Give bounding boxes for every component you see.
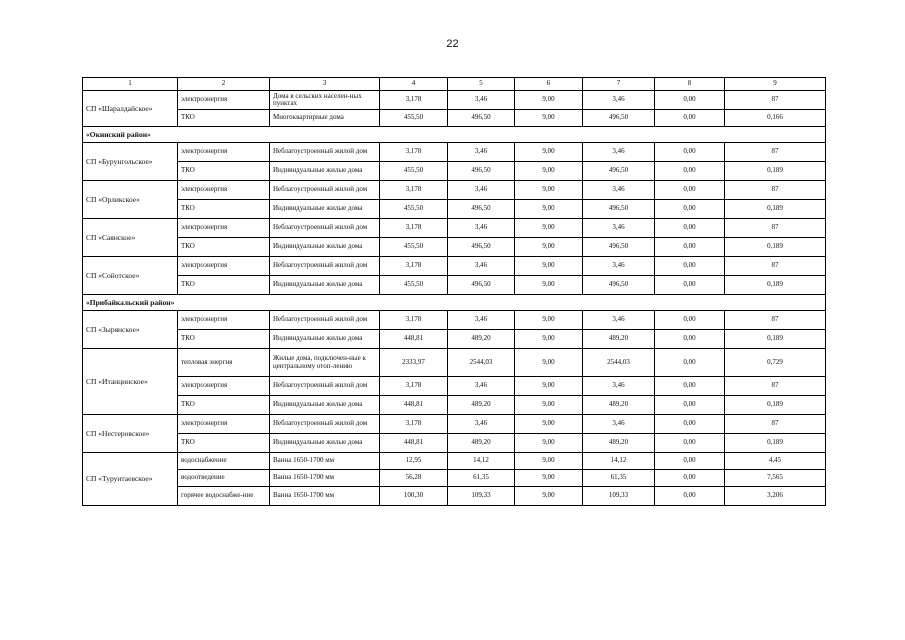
settlement-name: СП «Шаралдайское»	[83, 91, 178, 127]
table-row	[83, 162, 826, 181]
value-c4: 3,178	[380, 257, 448, 276]
value-c4: 455,50	[380, 162, 448, 181]
value-c9: 87	[725, 415, 826, 434]
service-type: электроэнергия	[178, 257, 270, 276]
value-c4: 448,81	[380, 396, 448, 415]
value-c4: 3,178	[380, 91, 448, 110]
value-c7: 3,46	[583, 377, 655, 396]
value-c8: 0,00	[655, 110, 725, 127]
value-c9: 0,729	[725, 349, 826, 377]
table-row	[83, 453, 826, 470]
value-c7: 61,35	[583, 470, 655, 487]
value-c7: 496,50	[583, 162, 655, 181]
value-c6: 9,00	[515, 396, 583, 415]
housing-category: Неблагоустроенный жилой дом	[270, 181, 380, 200]
column-number: 4	[380, 78, 448, 91]
value-c5: 3,46	[448, 143, 515, 162]
value-c8: 0,00	[655, 91, 725, 110]
value-c7: 496,50	[583, 110, 655, 127]
district-section-row	[83, 295, 826, 311]
service-type: ТКО	[178, 238, 270, 257]
value-c8: 0,00	[655, 415, 725, 434]
value-c7: 489,20	[583, 396, 655, 415]
value-c8: 0,00	[655, 330, 725, 349]
value-c9: 87	[725, 91, 826, 110]
table-row	[83, 143, 826, 162]
value-c7: 489,20	[583, 434, 655, 453]
value-c6: 9,00	[515, 219, 583, 238]
settlement-name: СП «Нестеровское»	[83, 415, 178, 453]
service-type: электроэнергия	[178, 91, 270, 110]
service-type: ТКО	[178, 110, 270, 127]
value-c4: 56,28	[380, 470, 448, 487]
district-title: «Окинский район»	[83, 127, 826, 143]
value-c7: 3,46	[583, 311, 655, 330]
value-c8: 0,00	[655, 162, 725, 181]
table-row	[83, 396, 826, 415]
service-type: электроэнергия	[178, 181, 270, 200]
housing-category: Ванна 1650-1700 мм	[270, 453, 380, 470]
service-type: ТКО	[178, 396, 270, 415]
column-number: 7	[583, 78, 655, 91]
housing-category: Индивидуальные жилые дома	[270, 276, 380, 295]
value-c6: 9,00	[515, 434, 583, 453]
service-type: горячее водоснабже-ние	[178, 487, 270, 506]
value-c8: 0,00	[655, 200, 725, 219]
value-c7: 496,50	[583, 276, 655, 295]
value-c9: 0,189	[725, 330, 826, 349]
value-c7: 3,46	[583, 181, 655, 200]
value-c7: 3,46	[583, 257, 655, 276]
value-c7: 3,46	[583, 415, 655, 434]
value-c5: 61,35	[448, 470, 515, 487]
value-c9: 7,565	[725, 470, 826, 487]
service-type: водоснабжение	[178, 453, 270, 470]
value-c4: 455,50	[380, 276, 448, 295]
value-c6: 9,00	[515, 311, 583, 330]
settlement-name: СП «Орликское»	[83, 181, 178, 219]
table-row	[83, 238, 826, 257]
table-row	[83, 276, 826, 295]
value-c5: 3,46	[448, 415, 515, 434]
table-row	[83, 434, 826, 453]
settlement-name: СП «Бурунгольское»	[83, 143, 178, 181]
service-type: ТКО	[178, 276, 270, 295]
value-c6: 9,00	[515, 238, 583, 257]
value-c9: 87	[725, 143, 826, 162]
value-c7: 3,46	[583, 91, 655, 110]
value-c4: 3,178	[380, 415, 448, 434]
value-c8: 0,00	[655, 487, 725, 506]
value-c9: 87	[725, 219, 826, 238]
settlement-name: СП «Зырянское»	[83, 311, 178, 349]
table-row	[83, 311, 826, 330]
column-number: 8	[655, 78, 725, 91]
housing-category: Индивидуальные жилые дома	[270, 396, 380, 415]
value-c8: 0,00	[655, 238, 725, 257]
value-c7: 496,50	[583, 238, 655, 257]
table-row	[83, 415, 826, 434]
value-c4: 3,178	[380, 377, 448, 396]
value-c8: 0,00	[655, 470, 725, 487]
service-type: ТКО	[178, 200, 270, 219]
value-c6: 9,00	[515, 91, 583, 110]
value-c7: 496,50	[583, 200, 655, 219]
value-c9: 0,166	[725, 110, 826, 127]
value-c6: 9,00	[515, 181, 583, 200]
value-c4: 3,178	[380, 181, 448, 200]
service-type: ТКО	[178, 434, 270, 453]
value-c8: 0,00	[655, 434, 725, 453]
value-c6: 9,00	[515, 330, 583, 349]
housing-category: Дома в сельских населен-ных пунктах	[270, 91, 380, 110]
value-c6: 9,00	[515, 162, 583, 181]
value-c8: 0,00	[655, 311, 725, 330]
value-c6: 9,00	[515, 470, 583, 487]
value-c5: 3,46	[448, 377, 515, 396]
value-c5: 3,46	[448, 91, 515, 110]
value-c4: 12,95	[380, 453, 448, 470]
value-c9: 0,189	[725, 162, 826, 181]
value-c9: 0,189	[725, 396, 826, 415]
service-type: ТКО	[178, 330, 270, 349]
housing-category: Неблагоустроенный жилой дом	[270, 377, 380, 396]
value-c9: 87	[725, 181, 826, 200]
service-type: тепловая энергия	[178, 349, 270, 377]
value-c4: 448,81	[380, 434, 448, 453]
value-c9: 0,189	[725, 238, 826, 257]
value-c8: 0,00	[655, 257, 725, 276]
table-row	[83, 257, 826, 276]
value-c6: 9,00	[515, 377, 583, 396]
housing-category: Многоквартирные дома	[270, 110, 380, 127]
column-number-row	[83, 78, 826, 91]
value-c8: 0,00	[655, 453, 725, 470]
value-c8: 0,00	[655, 219, 725, 238]
tariff-table	[82, 77, 826, 506]
column-number: 5	[448, 78, 515, 91]
service-type: электроэнергия	[178, 415, 270, 434]
value-c5: 3,46	[448, 311, 515, 330]
value-c7: 14,12	[583, 453, 655, 470]
value-c5: 489,20	[448, 330, 515, 349]
value-c5: 3,46	[448, 181, 515, 200]
housing-category: Индивидуальные жилые дома	[270, 330, 380, 349]
housing-category: Неблагоустроенный жилой дом	[270, 219, 380, 238]
value-c4: 455,50	[380, 238, 448, 257]
table-row	[83, 349, 826, 377]
service-type: ТКО	[178, 162, 270, 181]
value-c8: 0,00	[655, 143, 725, 162]
column-number: 2	[178, 78, 270, 91]
value-c5: 489,20	[448, 396, 515, 415]
housing-category: Индивидуальные жилые дома	[270, 434, 380, 453]
settlement-name: СП «Сойотское»	[83, 257, 178, 295]
housing-category: Ванна 1650-1700 мм	[270, 487, 380, 506]
value-c5: 496,50	[448, 200, 515, 219]
value-c5: 496,50	[448, 110, 515, 127]
value-c4: 455,50	[380, 110, 448, 127]
housing-category: Индивидуальные жилые дома	[270, 238, 380, 257]
value-c7: 2544,03	[583, 349, 655, 377]
value-c4: 3,178	[380, 311, 448, 330]
value-c8: 0,00	[655, 276, 725, 295]
value-c5: 496,50	[448, 162, 515, 181]
value-c4: 3,178	[380, 219, 448, 238]
value-c5: 2544,03	[448, 349, 515, 377]
value-c6: 9,00	[515, 349, 583, 377]
value-c6: 9,00	[515, 453, 583, 470]
service-type: электроэнергия	[178, 143, 270, 162]
value-c6: 9,00	[515, 110, 583, 127]
table-body	[83, 78, 826, 506]
column-number: 6	[515, 78, 583, 91]
value-c9: 3,206	[725, 487, 826, 506]
settlement-name: СП «Турунтаевское»	[83, 453, 178, 506]
value-c5: 3,46	[448, 219, 515, 238]
table-row	[83, 110, 826, 127]
housing-category: Индивидуальные жилые дома	[270, 162, 380, 181]
value-c5: 3,46	[448, 257, 515, 276]
housing-category: Ванна 1650-1700 мм	[270, 470, 380, 487]
value-c6: 9,00	[515, 200, 583, 219]
value-c5: 496,50	[448, 276, 515, 295]
value-c5: 489,20	[448, 434, 515, 453]
service-type: электроэнергия	[178, 219, 270, 238]
value-c6: 9,00	[515, 487, 583, 506]
value-c4: 3,178	[380, 143, 448, 162]
table-row	[83, 330, 826, 349]
value-c5: 496,50	[448, 238, 515, 257]
settlement-name: СП «Итанцинское»	[83, 349, 178, 415]
service-type: электроэнергия	[178, 311, 270, 330]
housing-category: Неблагоустроенный жилой дом	[270, 143, 380, 162]
settlement-name: СП «Саянское»	[83, 219, 178, 257]
housing-category: Индивидуальные жилые дома	[270, 200, 380, 219]
value-c8: 0,00	[655, 377, 725, 396]
value-c7: 489,20	[583, 330, 655, 349]
value-c4: 455,50	[380, 200, 448, 219]
value-c7: 109,33	[583, 487, 655, 506]
value-c8: 0,00	[655, 181, 725, 200]
value-c4: 448,81	[380, 330, 448, 349]
housing-category: Неблагоустроенный жилой дом	[270, 311, 380, 330]
value-c5: 14,12	[448, 453, 515, 470]
housing-category: Неблагоустроенный жилой дом	[270, 257, 380, 276]
service-type: электроэнергия	[178, 377, 270, 396]
table-row	[83, 487, 826, 506]
value-c4: 100,30	[380, 487, 448, 506]
value-c9: 0,189	[725, 276, 826, 295]
value-c4: 2333,97	[380, 349, 448, 377]
table-row	[83, 200, 826, 219]
column-number: 9	[725, 78, 826, 91]
value-c5: 109,33	[448, 487, 515, 506]
value-c9: 87	[725, 257, 826, 276]
table-row	[83, 91, 826, 110]
value-c9: 0,189	[725, 434, 826, 453]
table-row	[83, 470, 826, 487]
page-number: 22	[446, 38, 459, 50]
housing-category: Неблагоустроенный жилой дом	[270, 415, 380, 434]
value-c7: 3,46	[583, 219, 655, 238]
value-c6: 9,00	[515, 276, 583, 295]
value-c9: 4,45	[725, 453, 826, 470]
district-section-row	[83, 127, 826, 143]
table-row	[83, 181, 826, 200]
value-c6: 9,00	[515, 257, 583, 276]
column-number: 3	[270, 78, 380, 91]
value-c8: 0,00	[655, 396, 725, 415]
value-c9: 87	[725, 377, 826, 396]
value-c9: 87	[725, 311, 826, 330]
value-c7: 3,46	[583, 143, 655, 162]
district-title: «Прибайкальский район»	[83, 295, 826, 311]
service-type: водоотведение	[178, 470, 270, 487]
table-row	[83, 377, 826, 396]
table-row	[83, 219, 826, 238]
value-c6: 9,00	[515, 415, 583, 434]
column-number: 1	[83, 78, 178, 91]
value-c8: 0,00	[655, 349, 725, 377]
value-c6: 9,00	[515, 143, 583, 162]
value-c9: 0,189	[725, 200, 826, 219]
housing-category: Жилые дома, подключен-ные к центральному отоп-лению	[270, 349, 380, 377]
